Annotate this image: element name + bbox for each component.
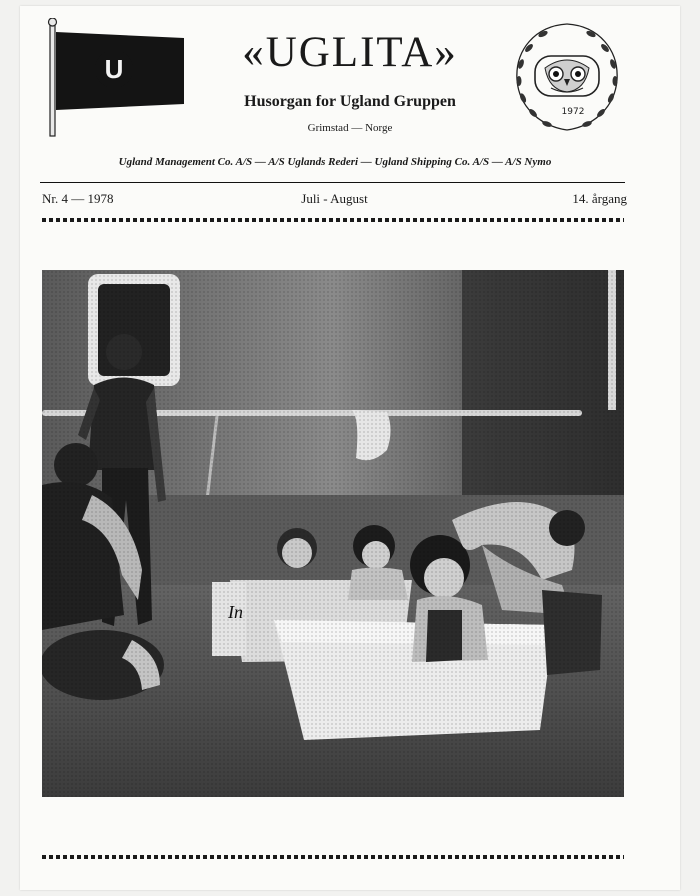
issue-number: Nr. 4 — 1978: [42, 191, 114, 206]
emblem-year: 1972: [561, 107, 585, 117]
issue-info-row: [42, 191, 627, 209]
location-line: Grimstad — Norge: [307, 122, 393, 134]
header-divider: [40, 182, 625, 183]
company-list: Ugland Management Co. A/S — A/S Uglands Rederi — Ugland Shipping Co. A/S — A/S Nymo: [118, 156, 552, 168]
flag-letter: U: [104, 54, 124, 84]
issue-period: Juli - August: [301, 191, 368, 206]
owl-emblem-icon: [507, 18, 627, 136]
dashed-divider-bottom: [42, 855, 624, 859]
magazine-title: «UGLITA»: [242, 29, 458, 76]
issue-volume: 14. årgang: [572, 191, 627, 206]
cover-photo: [42, 270, 624, 797]
magazine-subtitle: Husorgan for Ugland Gruppen: [244, 93, 456, 110]
ugland-flag-icon: [44, 18, 189, 138]
dashed-divider-top: [42, 218, 624, 222]
